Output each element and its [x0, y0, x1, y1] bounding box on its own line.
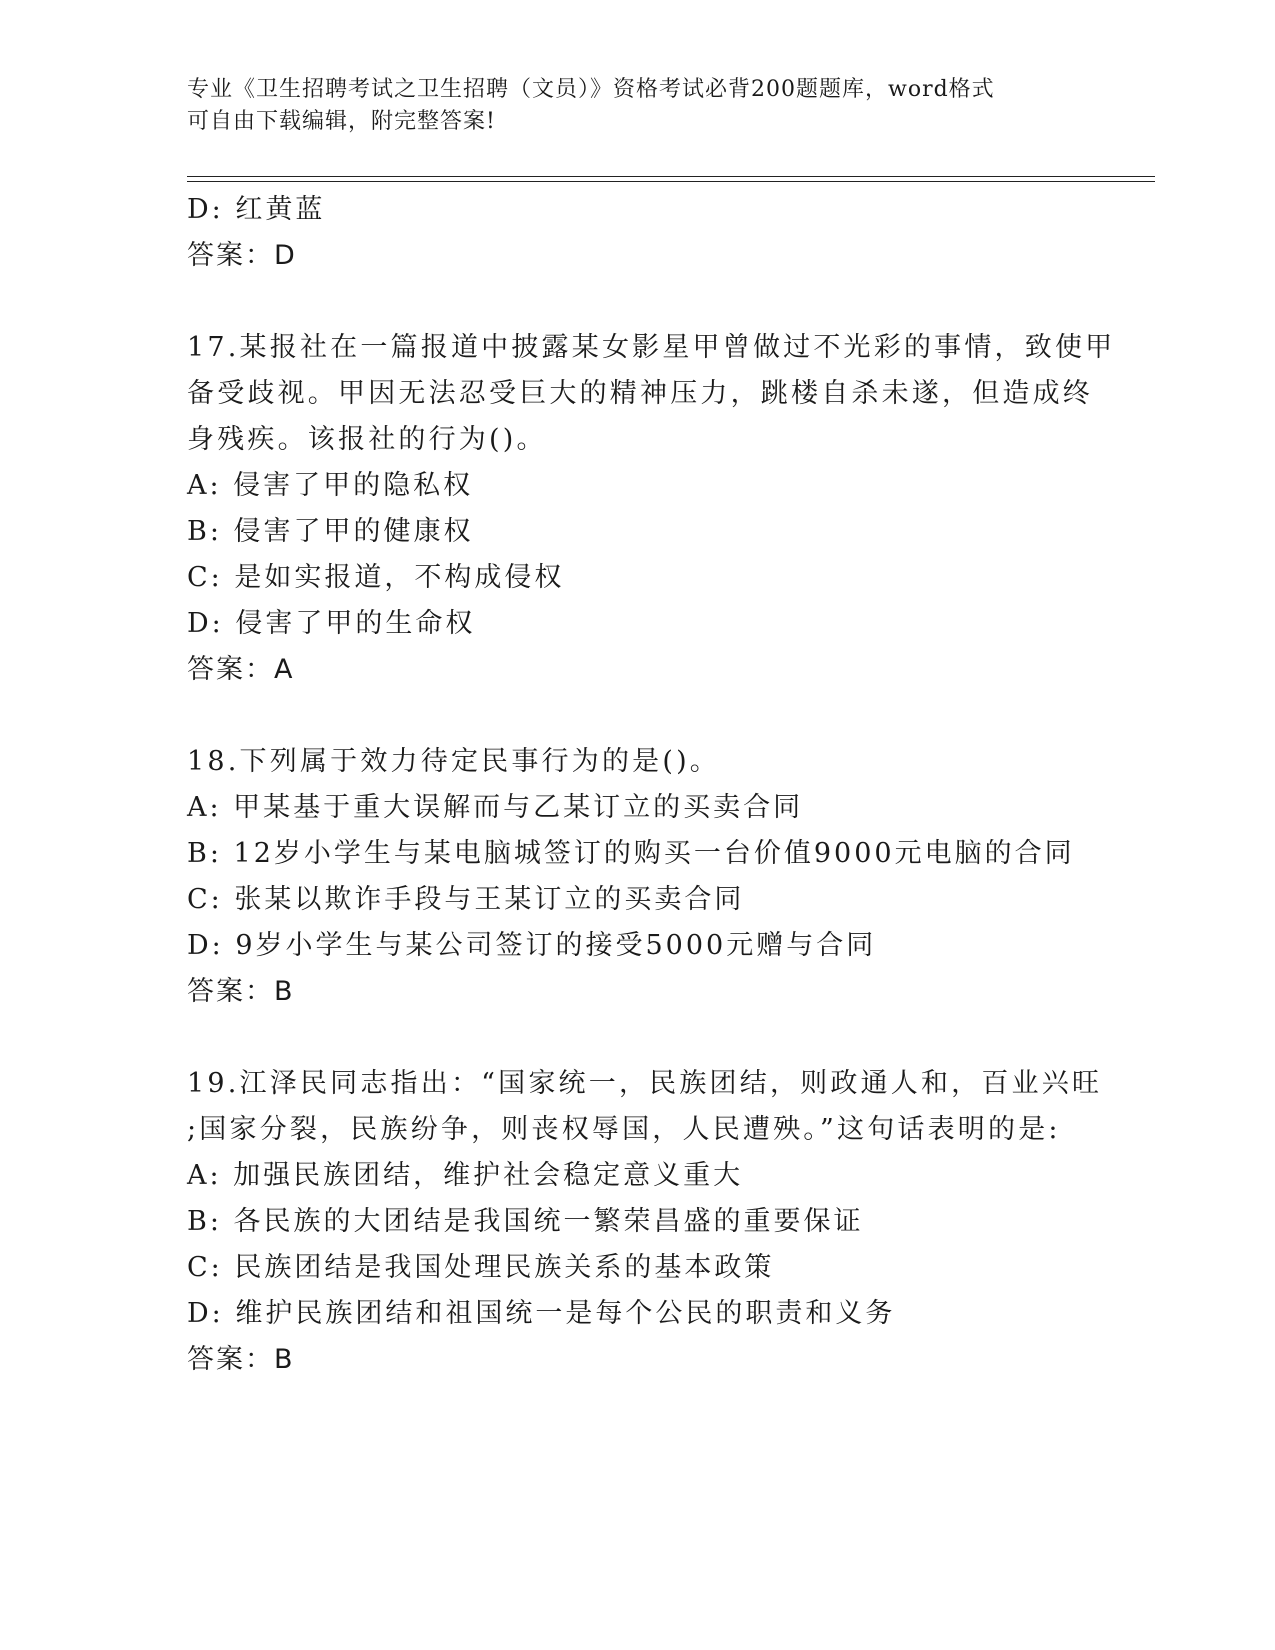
option-d: D: 9岁小学生与某公司签订的接受5000元赠与合同: [187, 930, 877, 961]
option-c: C: 张某以欺诈手段与王某订立的买卖合同: [187, 884, 745, 915]
header-divider-bottom: [187, 181, 1155, 182]
option-d: D: 维护民族团结和祖国统一是每个公民的职责和义务: [187, 1298, 896, 1329]
question-stem-line: 19.江泽民同志指出：“国家统一，民族团结，则政通人和，百业兴旺: [187, 1068, 1103, 1099]
question-stem-line: 备受歧视。甲因无法忍受巨大的精神压力，跳楼自杀未遂，但造成终: [187, 378, 1093, 409]
answer-line: [187, 233, 1087, 279]
answer-line: [187, 1337, 1087, 1383]
header-divider-top: [187, 176, 1155, 177]
header-title-line-1: 专业《卫生招聘考试之卫生招聘（文员）》资格考试必背200题题库，word格式: [187, 77, 995, 102]
option-a: A: 甲某基于重大误解而与乙某订立的买卖合同: [187, 792, 804, 823]
answer-value: D: [274, 240, 296, 271]
question-stem-line: 18.下列属于效力待定民事行为的是()。: [187, 746, 721, 777]
answer-value: B: [274, 1344, 294, 1375]
question-18: [187, 739, 1087, 1015]
option-d: D: 红黄蓝: [187, 194, 326, 225]
question-19: [187, 1061, 1103, 1383]
option-b: B: 各民族的大团结是我国统一繁荣昌盛的重要保证: [187, 1206, 864, 1237]
answer-line: [187, 647, 1087, 693]
option-a: A: 侵害了甲的隐私权: [187, 470, 474, 501]
answer-line: [187, 969, 1087, 1015]
option-d: D: 侵害了甲的生命权: [187, 608, 476, 639]
answer-value: B: [274, 976, 294, 1007]
previous-question-tail: [187, 187, 1087, 279]
question-stem-line: 17.某报社在一篇报道中披露某女影星甲曾做过不光彩的事情，致使甲: [187, 332, 1116, 363]
answer-label: 答案：: [187, 1344, 274, 1375]
answer-label: 答案：: [187, 240, 274, 271]
answer-label: 答案：: [187, 654, 274, 685]
question-spacer: [187, 1015, 1087, 1061]
question-spacer: [187, 693, 1087, 739]
question-content: [187, 187, 1116, 1383]
header-title-line-2: 可自由下载编辑，附完整答案!: [187, 109, 496, 134]
option-b: B: 12岁小学生与某电脑城签订的购买一台价值9000元电脑的合同: [187, 838, 1075, 869]
option-b: B: 侵害了甲的健康权: [187, 516, 474, 547]
question-spacer: [187, 279, 1087, 325]
question-stem-line: 身残疾。该报社的行为()。: [187, 424, 547, 455]
question-stem-line: ;国家分裂，民族纷争，则丧权辱国，人民遭殃。”这句话表明的是:: [187, 1114, 1061, 1145]
answer-value: A: [274, 654, 294, 685]
answer-label: 答案：: [187, 976, 274, 1007]
option-a: A: 加强民族团结，维护社会稳定意义重大: [187, 1160, 744, 1191]
question-17: [187, 325, 1116, 693]
option-c: C: 是如实报道，不构成侵权: [187, 562, 565, 593]
page-header: [187, 74, 1087, 138]
option-c: C: 民族团结是我国处理民族关系的基本政策: [187, 1252, 775, 1283]
